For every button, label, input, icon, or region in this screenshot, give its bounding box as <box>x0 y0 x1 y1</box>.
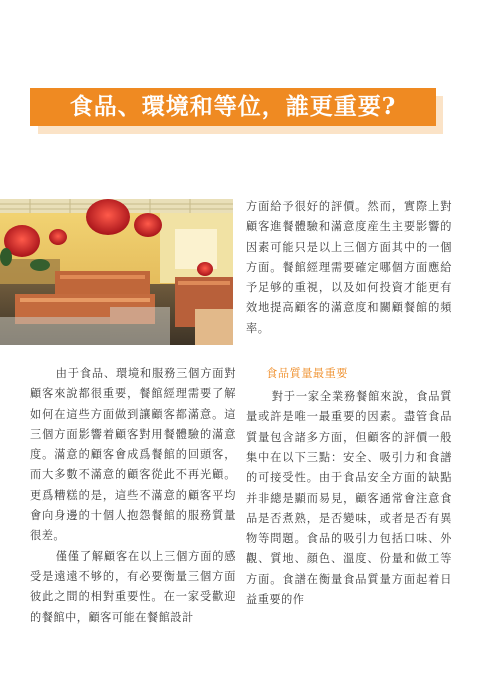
body-paragraph: 由于食品、環境和服務三個方面對顧客來說都很重要，餐館經理需要了解如何在這些方面做到讓顧客都滿意。這三個方面影響着顧客對用餐體驗的滿意度。滿意的顧客會成爲餐館的回頭客，而大多數不滿意的顧客從此不再光顧。更爲糟糕的是，這些不滿意的顧客平均會向身邊的十個人抱怨餐館的服務質量很差。 <box>30 367 236 543</box>
page-title: 食品、環境和等位，誰更重要? <box>30 88 436 126</box>
body-paragraph-continued: 方面給予很好的評價。然而，實際上對顧客進餐體驗和滿意度産生主要影響的因素可能只是以上三個方面其中的一個方面。餐館經理需要確定哪個方面應給予足够的重視，以及如何投資才能更有效地提高顧客的滿意度和關顧餐館的頻率。 <box>246 200 452 335</box>
body-paragraph: 對于一家全業務餐館來說，食品質量或許是唯一最重要的因素。盡管食品質量包含諸多方面，但顧客的評價一般集中在以下三點：安全、吸引力和食譜的可接受性。由于食品安全方面的缺點并非總是顯而易見，顧客通常會注意食品是否煮熟，是否變味，或者是否有異物等問題。食品的吸引力包括口味、外觀、質地、顔色、溫度、份量和做工等方面。食譜在衡量食品質量方面起着日益重要的作 <box>246 390 452 607</box>
right-column <box>246 197 452 610</box>
restaurant-interior-photo <box>0 199 233 345</box>
body-paragraph: 僅僅了解顧客在以上三個方面的感受是遠遠不够的，有必要衡量三個方面彼此之間的相對重要性。在一家受歡迎的餐館中，顧客可能在餐館設計 <box>30 549 236 624</box>
section-heading: 食品質量最重要 <box>266 367 348 381</box>
left-column <box>30 364 236 628</box>
